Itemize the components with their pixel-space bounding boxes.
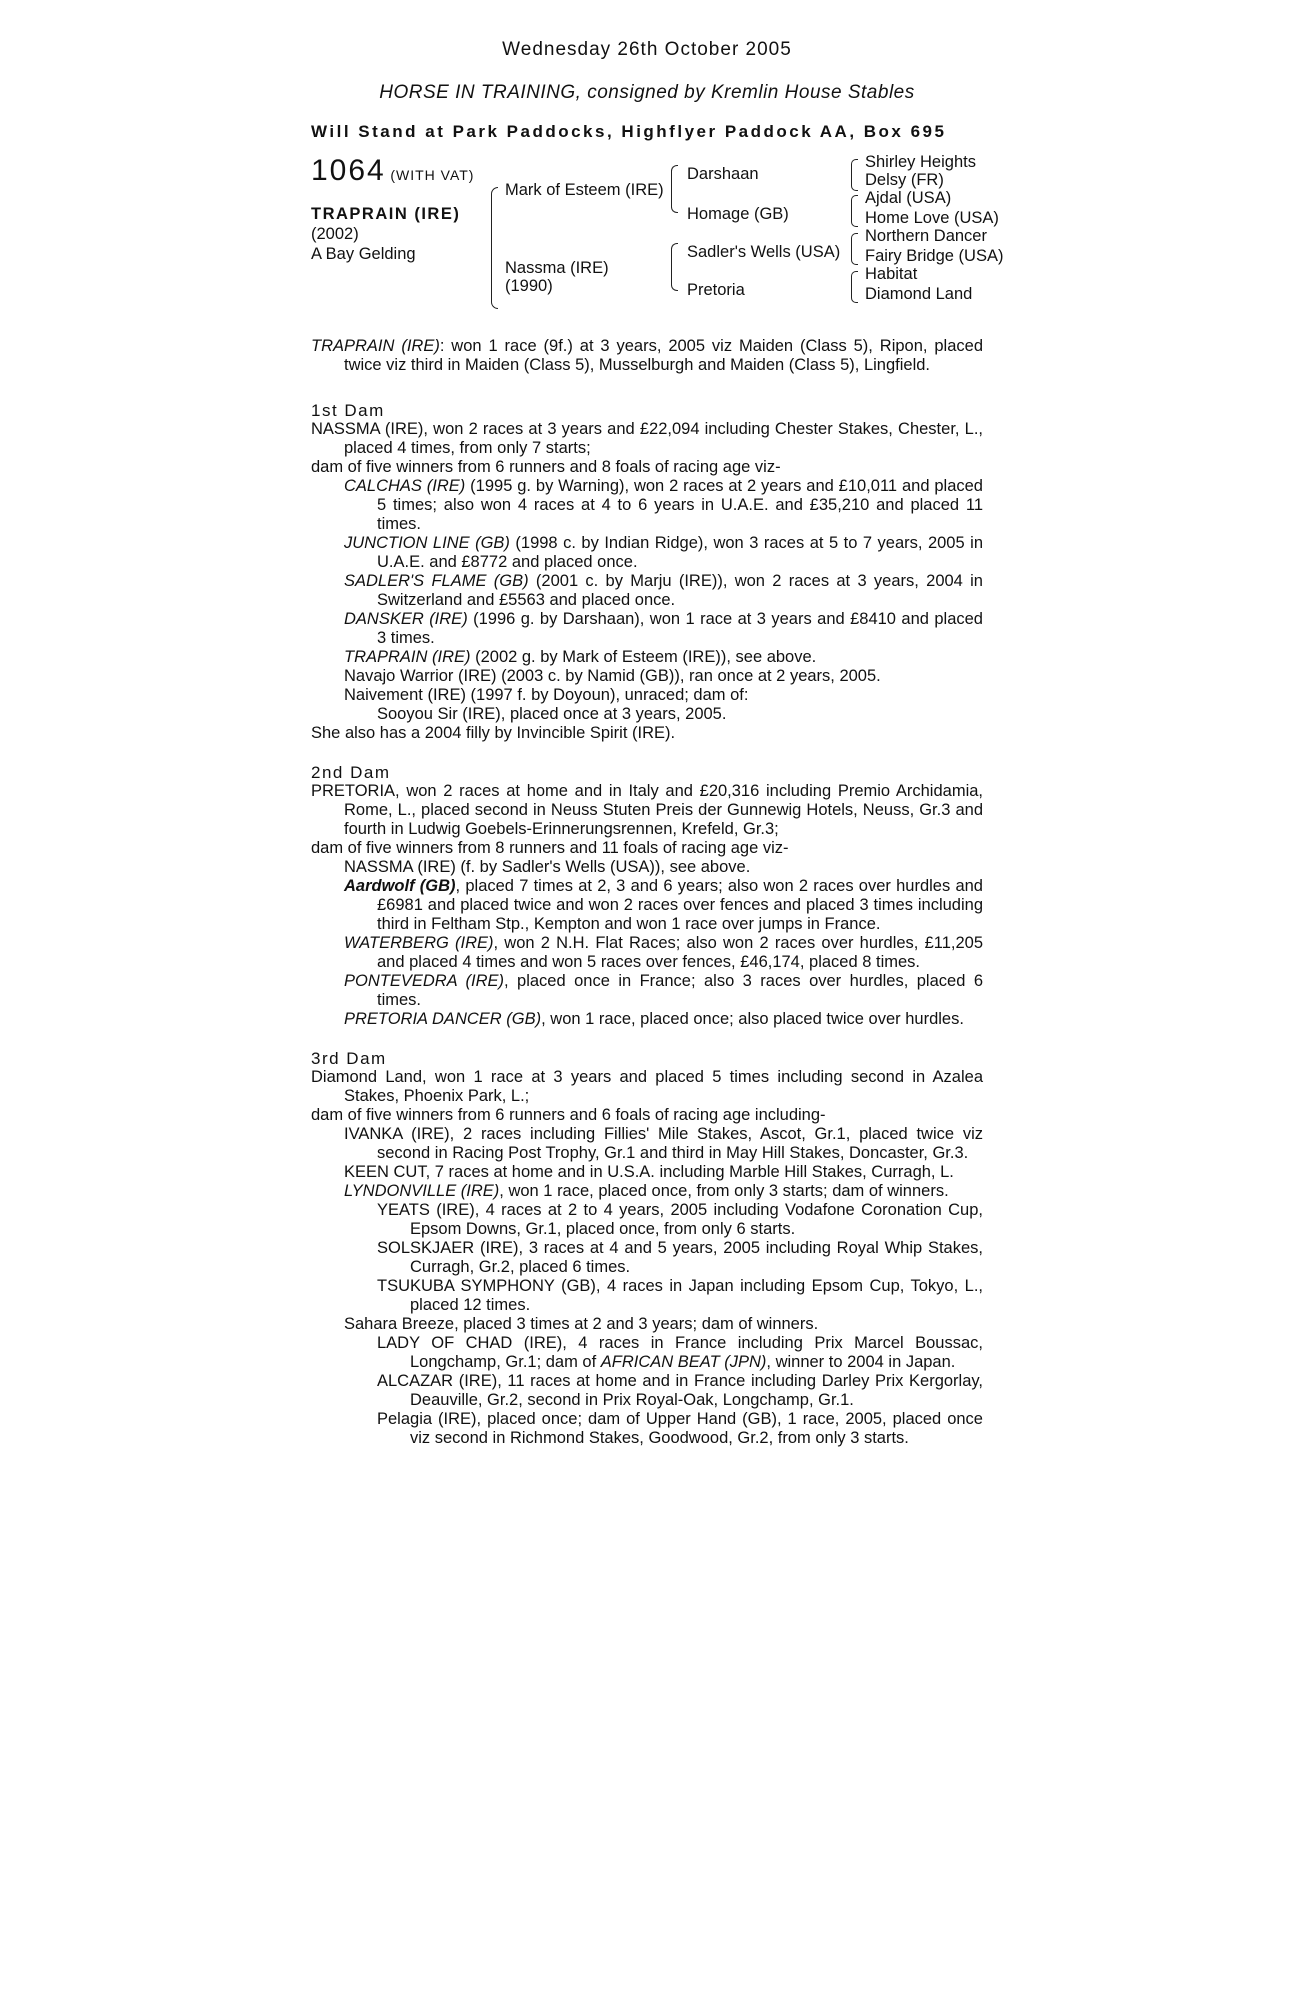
second-dam-section bbox=[311, 763, 983, 1029]
racing-summary bbox=[311, 337, 983, 375]
progeny-text: , placed 7 times at 2, 3 and 6 years; also won 2 races over hurdles and £6981 and placed twice and won 2 races over fences and placed 3 times including third in Feltham Stp., Kempton and won 1 race over jumps in France. bbox=[377, 877, 983, 933]
progeny-item bbox=[311, 934, 983, 972]
progeny-text: , placed once in France; also 3 races over hurdles, placed 6 times. bbox=[377, 972, 983, 1009]
third-dam-section bbox=[311, 1049, 983, 1448]
progeny-text: (1996 g. by Darshaan), won 1 race at 3 years and £8410 and placed 3 times. bbox=[377, 610, 983, 647]
dam: Nassma (IRE) bbox=[505, 259, 609, 277]
third-dam-produce-summary: dam of five winners from 6 runners and 6 foals of racing age including- bbox=[311, 1106, 826, 1124]
foaling-year: (2002) bbox=[311, 225, 359, 243]
second-dam-produce-summary: dam of five winners from 8 runners and 11 foals of racing age viz- bbox=[311, 839, 789, 857]
vat-note: (WITH VAT) bbox=[390, 167, 475, 183]
progeny-text: , winner to 2004 in Japan. bbox=[766, 1353, 956, 1371]
progeny-item: NASSMA (IRE) (f. by Sadler's Wells (USA)), see above. bbox=[344, 858, 751, 876]
progeny-name: DANSKER (IRE) bbox=[344, 610, 468, 628]
progeny-text: LADY OF CHAD (IRE), 4 races in France including Prix Marcel Boussac, Longchamp, Gr.1; dam of bbox=[377, 1334, 983, 1371]
first-dam-record: NASSMA (IRE), won 2 races at 3 years and £22,094 including Chester Stakes, Chester, L., placed 4 times, from only 7 starts; bbox=[311, 420, 983, 457]
progeny-name: WATERBERG (IRE) bbox=[344, 934, 494, 952]
progeny-text: (2002 g. by Mark of Esteem (IRE)), see above. bbox=[470, 648, 817, 666]
first-dam-produce-summary: dam of five winners from 6 runners and 8 foals of racing age viz- bbox=[311, 458, 781, 476]
progeny-item: IVANKA (IRE), 2 races including Fillies' Mile Stakes, Ascot, Gr.1, placed twice viz second in Racing Post Trophy, Gr.1 and third in May Hill Stakes, Doncaster, Gr.3. bbox=[344, 1125, 983, 1162]
progeny-item bbox=[311, 534, 983, 572]
grand-progeny-item: YEATS (IRE), 4 races at 2 to 4 years, 2005 including Vodafone Coronation Cup, Epsom Downs, Gr.1, placed once, from only 6 starts. bbox=[377, 1201, 983, 1238]
ggp-shirley-heights: Shirley Heights bbox=[865, 153, 976, 171]
summary-horse-name: TRAPRAIN (IRE) bbox=[311, 337, 440, 355]
third-dam-heading: 3rd Dam bbox=[311, 1049, 387, 1068]
sire: Mark of Esteem (IRE) bbox=[505, 181, 664, 199]
sire-sire: Darshaan bbox=[687, 165, 759, 183]
grand-progeny-item: Pelagia (IRE), placed once; dam of Upper Hand (GB), 1 race, 2005, placed once viz second in Richmond Stakes, Goodwood, Gr.2, from only 3 starts. bbox=[377, 1410, 983, 1447]
sale-date: Wednesday 26th October 2005 bbox=[502, 39, 792, 60]
summary-text: : won 1 race (9f.) at 3 years, 2005 viz Maiden (Class 5), Ripon, placed twice viz third in Maiden (Class 5), Musselburgh and Maiden (Class 5), Lingfield. bbox=[344, 337, 983, 374]
progeny-item bbox=[311, 877, 983, 934]
ggp-ajdal: Ajdal (USA) bbox=[865, 189, 952, 207]
ggp-fairy-bridge: Fairy Bridge (USA) bbox=[865, 247, 1004, 265]
dam-year: (1990) bbox=[505, 277, 553, 295]
progeny-item bbox=[311, 1182, 983, 1201]
second-dam-heading: 2nd Dam bbox=[311, 763, 391, 782]
consignment-line: HORSE IN TRAINING, consigned by Kremlin House Stables bbox=[379, 82, 915, 103]
progeny-name: CALCHAS (IRE) bbox=[344, 477, 466, 495]
progeny-name: JUNCTION LINE (GB) bbox=[344, 534, 510, 552]
lot-number-group bbox=[311, 154, 475, 187]
dam-brace bbox=[671, 243, 678, 291]
grand-progeny-item: Sooyou Sir (IRE), placed once at 3 years, 2005. bbox=[377, 705, 727, 723]
brace-g3 bbox=[851, 233, 858, 265]
grand-progeny-item: ALCAZAR (IRE), 11 races at home and in France including Darley Prix Kergorlay, Deauville, Gr.2, second in Prix Royal-Oak, Longchamp, Gr.1. bbox=[377, 1372, 983, 1409]
grand-progeny-item: TSUKUBA SYMPHONY (GB), 4 races in Japan including Epsom Cup, Tokyo, L., placed 12 times. bbox=[377, 1277, 983, 1314]
progeny-text: , won 1 race, placed once, from only 3 starts; dam of winners. bbox=[499, 1182, 949, 1200]
progeny-item: Sahara Breeze, placed 3 times at 2 and 3 years; dam of winners. bbox=[344, 1315, 819, 1333]
dam-sire: Sadler's Wells (USA) bbox=[687, 243, 841, 261]
progeny-item: Naivement (IRE) (1997 f. by Doyoun), unraced; dam of: bbox=[344, 686, 749, 704]
third-dam-record: Diamond Land, won 1 race at 3 years and placed 5 times including second in Azalea Stakes, Phoenix Park, L.; bbox=[311, 1068, 983, 1105]
first-dam-section bbox=[311, 401, 983, 743]
ggp-northern-dancer: Northern Dancer bbox=[865, 227, 987, 245]
progeny-item bbox=[311, 972, 983, 1010]
progeny-item: Navajo Warrior (IRE) (2003 c. by Namid (GB)), ran once at 2 years, 2005. bbox=[344, 667, 881, 685]
progeny-name: AFRICAN BEAT (JPN) bbox=[600, 1353, 767, 1371]
brace-g1 bbox=[851, 159, 858, 191]
progeny-item bbox=[311, 648, 983, 667]
sire-brace bbox=[671, 165, 678, 213]
dam-dam: Pretoria bbox=[687, 281, 745, 299]
progeny-name: Aardwolf (GB) bbox=[344, 877, 456, 895]
stand-location: Will Stand at Park Paddocks, Highflyer Paddock AA, Box 695 bbox=[311, 122, 947, 141]
progeny-name: SADLER'S FLAME (GB) bbox=[344, 572, 529, 590]
progeny-text: , won 1 race, placed once; also placed twice over hurdles. bbox=[541, 1010, 964, 1028]
grand-progeny-item bbox=[311, 1334, 983, 1372]
progeny-item bbox=[311, 610, 983, 648]
progeny-name: PONTEVEDRA (IRE) bbox=[344, 972, 505, 990]
ggp-delsy: Delsy (FR) bbox=[865, 171, 944, 189]
brace-g2 bbox=[851, 195, 858, 227]
lot-number: 1064 bbox=[311, 154, 386, 187]
first-dam-heading: 1st Dam bbox=[311, 401, 385, 420]
pedigree-brace bbox=[491, 187, 498, 309]
foal-note: She also has a 2004 filly by Invincible Spirit (IRE). bbox=[311, 724, 676, 742]
horse-description: A Bay Gelding bbox=[311, 245, 416, 263]
second-dam-record: PRETORIA, won 2 races at home and in Italy and £20,316 including Premio Archidamia, Rome, L., placed second in Neuss Stuten Preis der Gunnewig Hotels, Neuss, Gr.3 and fourth in Ludwig Goebels-Erinnerungsrennen, Krefeld, Gr.3; bbox=[311, 782, 983, 838]
progeny-name: TRAPRAIN (IRE) bbox=[344, 648, 471, 666]
progeny-name: LYNDONVILLE (IRE) bbox=[344, 1182, 500, 1200]
ggp-diamond-land: Diamond Land bbox=[865, 285, 973, 303]
ggp-home-love: Home Love (USA) bbox=[865, 209, 999, 227]
sire-dam: Homage (GB) bbox=[687, 205, 789, 223]
catalogue-sheet bbox=[311, 39, 1004, 1448]
ggp-habitat: Habitat bbox=[865, 265, 918, 283]
progeny-text: (2001 c. by Marju (IRE)), won 2 races at 3 years, 2004 in Switzerland and £5563 and placed once. bbox=[377, 572, 983, 609]
progeny-name: PRETORIA DANCER (GB) bbox=[344, 1010, 542, 1028]
progeny-item: KEEN CUT, 7 races at home and in U.S.A. including Marble Hill Stakes, Curragh, L. bbox=[344, 1163, 954, 1181]
progeny-text: (1995 g. by Warning), won 2 races at 2 years and £10,011 and placed 5 times; also won 4 races at 4 to 6 years in U.A.E. and £35,210 and placed 11 times. bbox=[377, 477, 983, 533]
horse-name: TRAPRAIN (IRE) bbox=[311, 205, 461, 223]
progeny-text: (1998 c. by Indian Ridge), won 3 races at 5 to 7 years, 2005 in U.A.E. and £8772 and placed once. bbox=[377, 534, 983, 571]
brace-g4 bbox=[851, 271, 858, 303]
progeny-item bbox=[311, 1010, 983, 1029]
pedigree-block bbox=[311, 153, 1004, 317]
progeny-item bbox=[311, 572, 983, 610]
progeny-text: , won 2 N.H. Flat Races; also won 2 races over hurdles, £11,205 and placed 4 times and won 5 races over fences, £46,174, placed 8 times. bbox=[377, 934, 983, 971]
progeny-item bbox=[311, 477, 983, 534]
grand-progeny-item: SOLSKJAER (IRE), 3 races at 4 and 5 years, 2005 including Royal Whip Stakes, Curragh, Gr.2, placed 6 times. bbox=[377, 1239, 983, 1276]
